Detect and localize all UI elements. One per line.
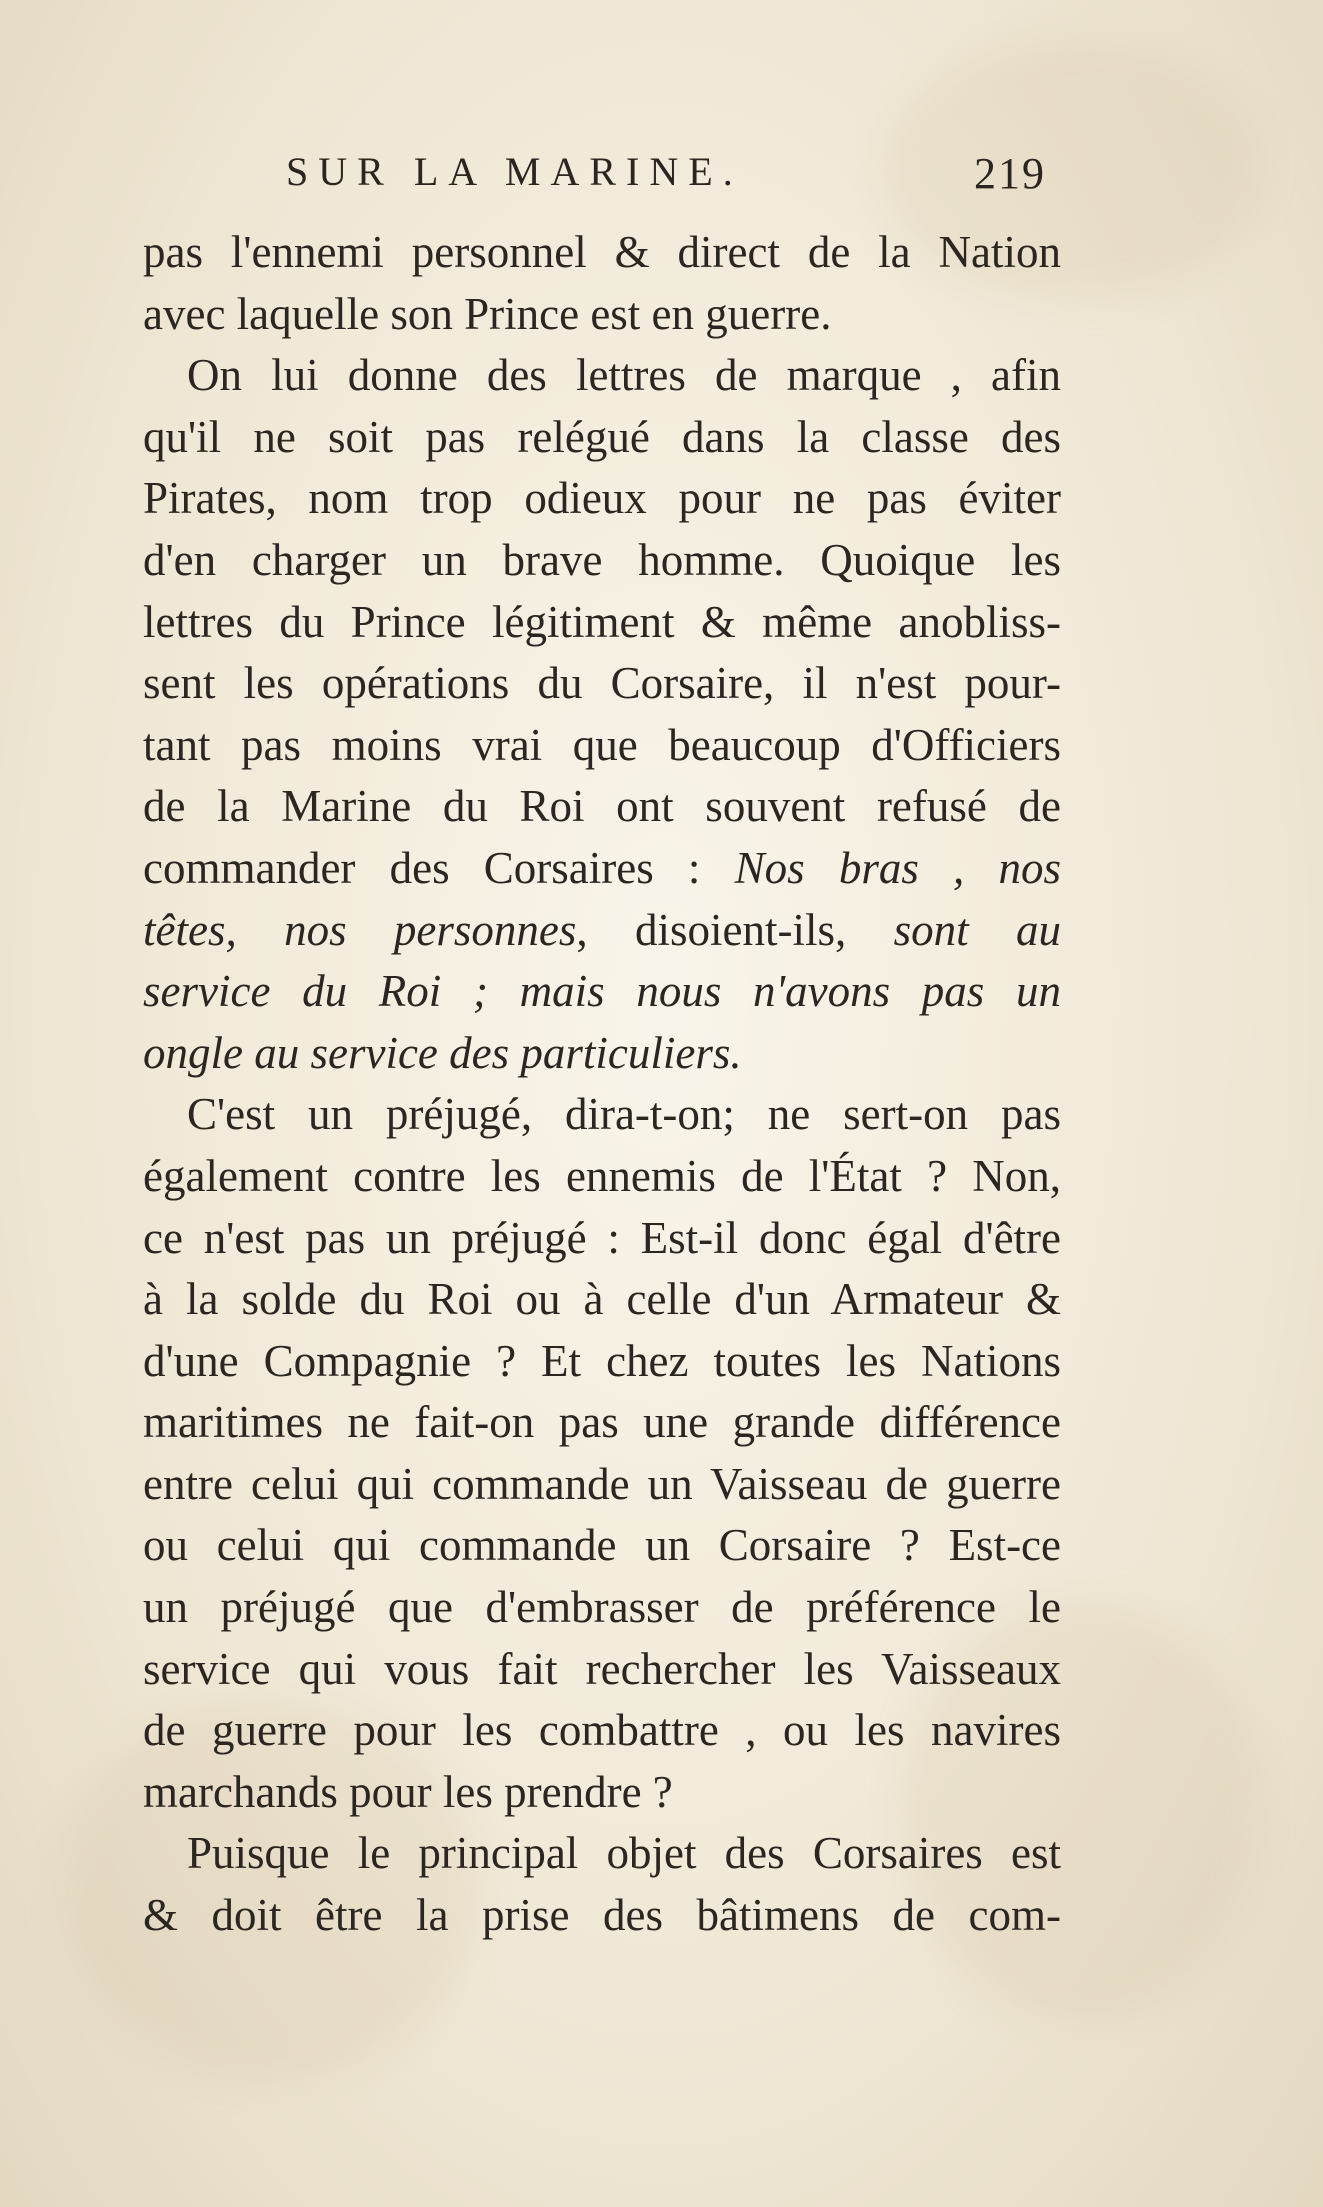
text-line: maritimes ne fait-on pas une grande différence <box>143 1397 1061 1448</box>
italic-quote: ongle au service des particuliers. <box>143 1027 742 1078</box>
text-segment: commander des Corsaires : <box>143 842 735 893</box>
text-line: pas l'ennemi personnel & direct de la Nation <box>143 227 1061 277</box>
text-line <box>143 838 1061 900</box>
text-line: ou celui qui commande un Corsaire ? Est-ce <box>143 1520 1061 1571</box>
page-header <box>286 148 1046 208</box>
text-line: Puisque le principal objet des Corsaires est <box>187 1828 1061 1879</box>
italic-quote: têtes, nos personnes <box>143 904 577 955</box>
text-line: d'en charger un brave homme. Quoique les <box>143 534 1061 585</box>
text-line: service qui vous fait rechercher les Vaisseaux <box>143 1643 1061 1694</box>
text-line: ce n'est pas un préjugé : Est-il donc égal d'être <box>143 1212 1061 1263</box>
text-line: sent les opérations du Corsaire, il n'est pour- <box>143 658 1061 709</box>
text-line: Pirates, nom trop odieux pour ne pas éviter <box>143 473 1061 524</box>
italic-quote: Nos bras , nos <box>734 842 1061 893</box>
text-line: à la solde du Roi ou à celle d'un Armateur & <box>143 1274 1061 1325</box>
text-line: lettres du Prince légitiment & même anobliss- <box>143 596 1061 647</box>
text-line: entre celui qui commande un Vaisseau de guerre <box>143 1458 1061 1509</box>
text-line: un préjugé que d'embrasser de préférence le <box>143 1582 1061 1633</box>
text-line: C'est un préjugé, dira-t-on; ne sert-on pas <box>187 1089 1061 1140</box>
text-line: avec laquelle son Prince est en guerre. <box>143 288 832 339</box>
italic-quote: sont au <box>893 904 1061 955</box>
text-line: On lui donne des lettres de marque , afin <box>187 350 1061 401</box>
text-line: de la Marine du Roi ont souvent refusé de <box>143 781 1061 832</box>
text-line: marchands pour les prendre ? <box>143 1766 673 1817</box>
text-line: & doit être la prise des bâtimens de com- <box>143 1890 1061 1941</box>
text-line: qu'il ne soit pas relégué dans la classe des <box>143 411 1061 462</box>
text-line: de guerre pour les combattre , ou les navires <box>143 1705 1061 1756</box>
page-number: 219 <box>974 149 1046 198</box>
text-line <box>143 961 1061 1023</box>
text-segment: , disoient-ils, <box>576 904 894 955</box>
italic-quote: service du Roi ; mais nous n'avons pas un <box>143 966 1061 1017</box>
text-line: tant pas moins vrai que beaucoup d'Officiers <box>143 719 1061 770</box>
text-line <box>143 1023 1061 1085</box>
text-line: d'une Compagnie ? Et chez toutes les Nations <box>143 1335 1061 1386</box>
text-line: également contre les ennemis de l'État ? Non, <box>143 1150 1061 1201</box>
body-text <box>143 222 1061 1947</box>
running-head: SUR LA MARINE. <box>286 149 743 194</box>
text-line <box>143 900 1061 962</box>
